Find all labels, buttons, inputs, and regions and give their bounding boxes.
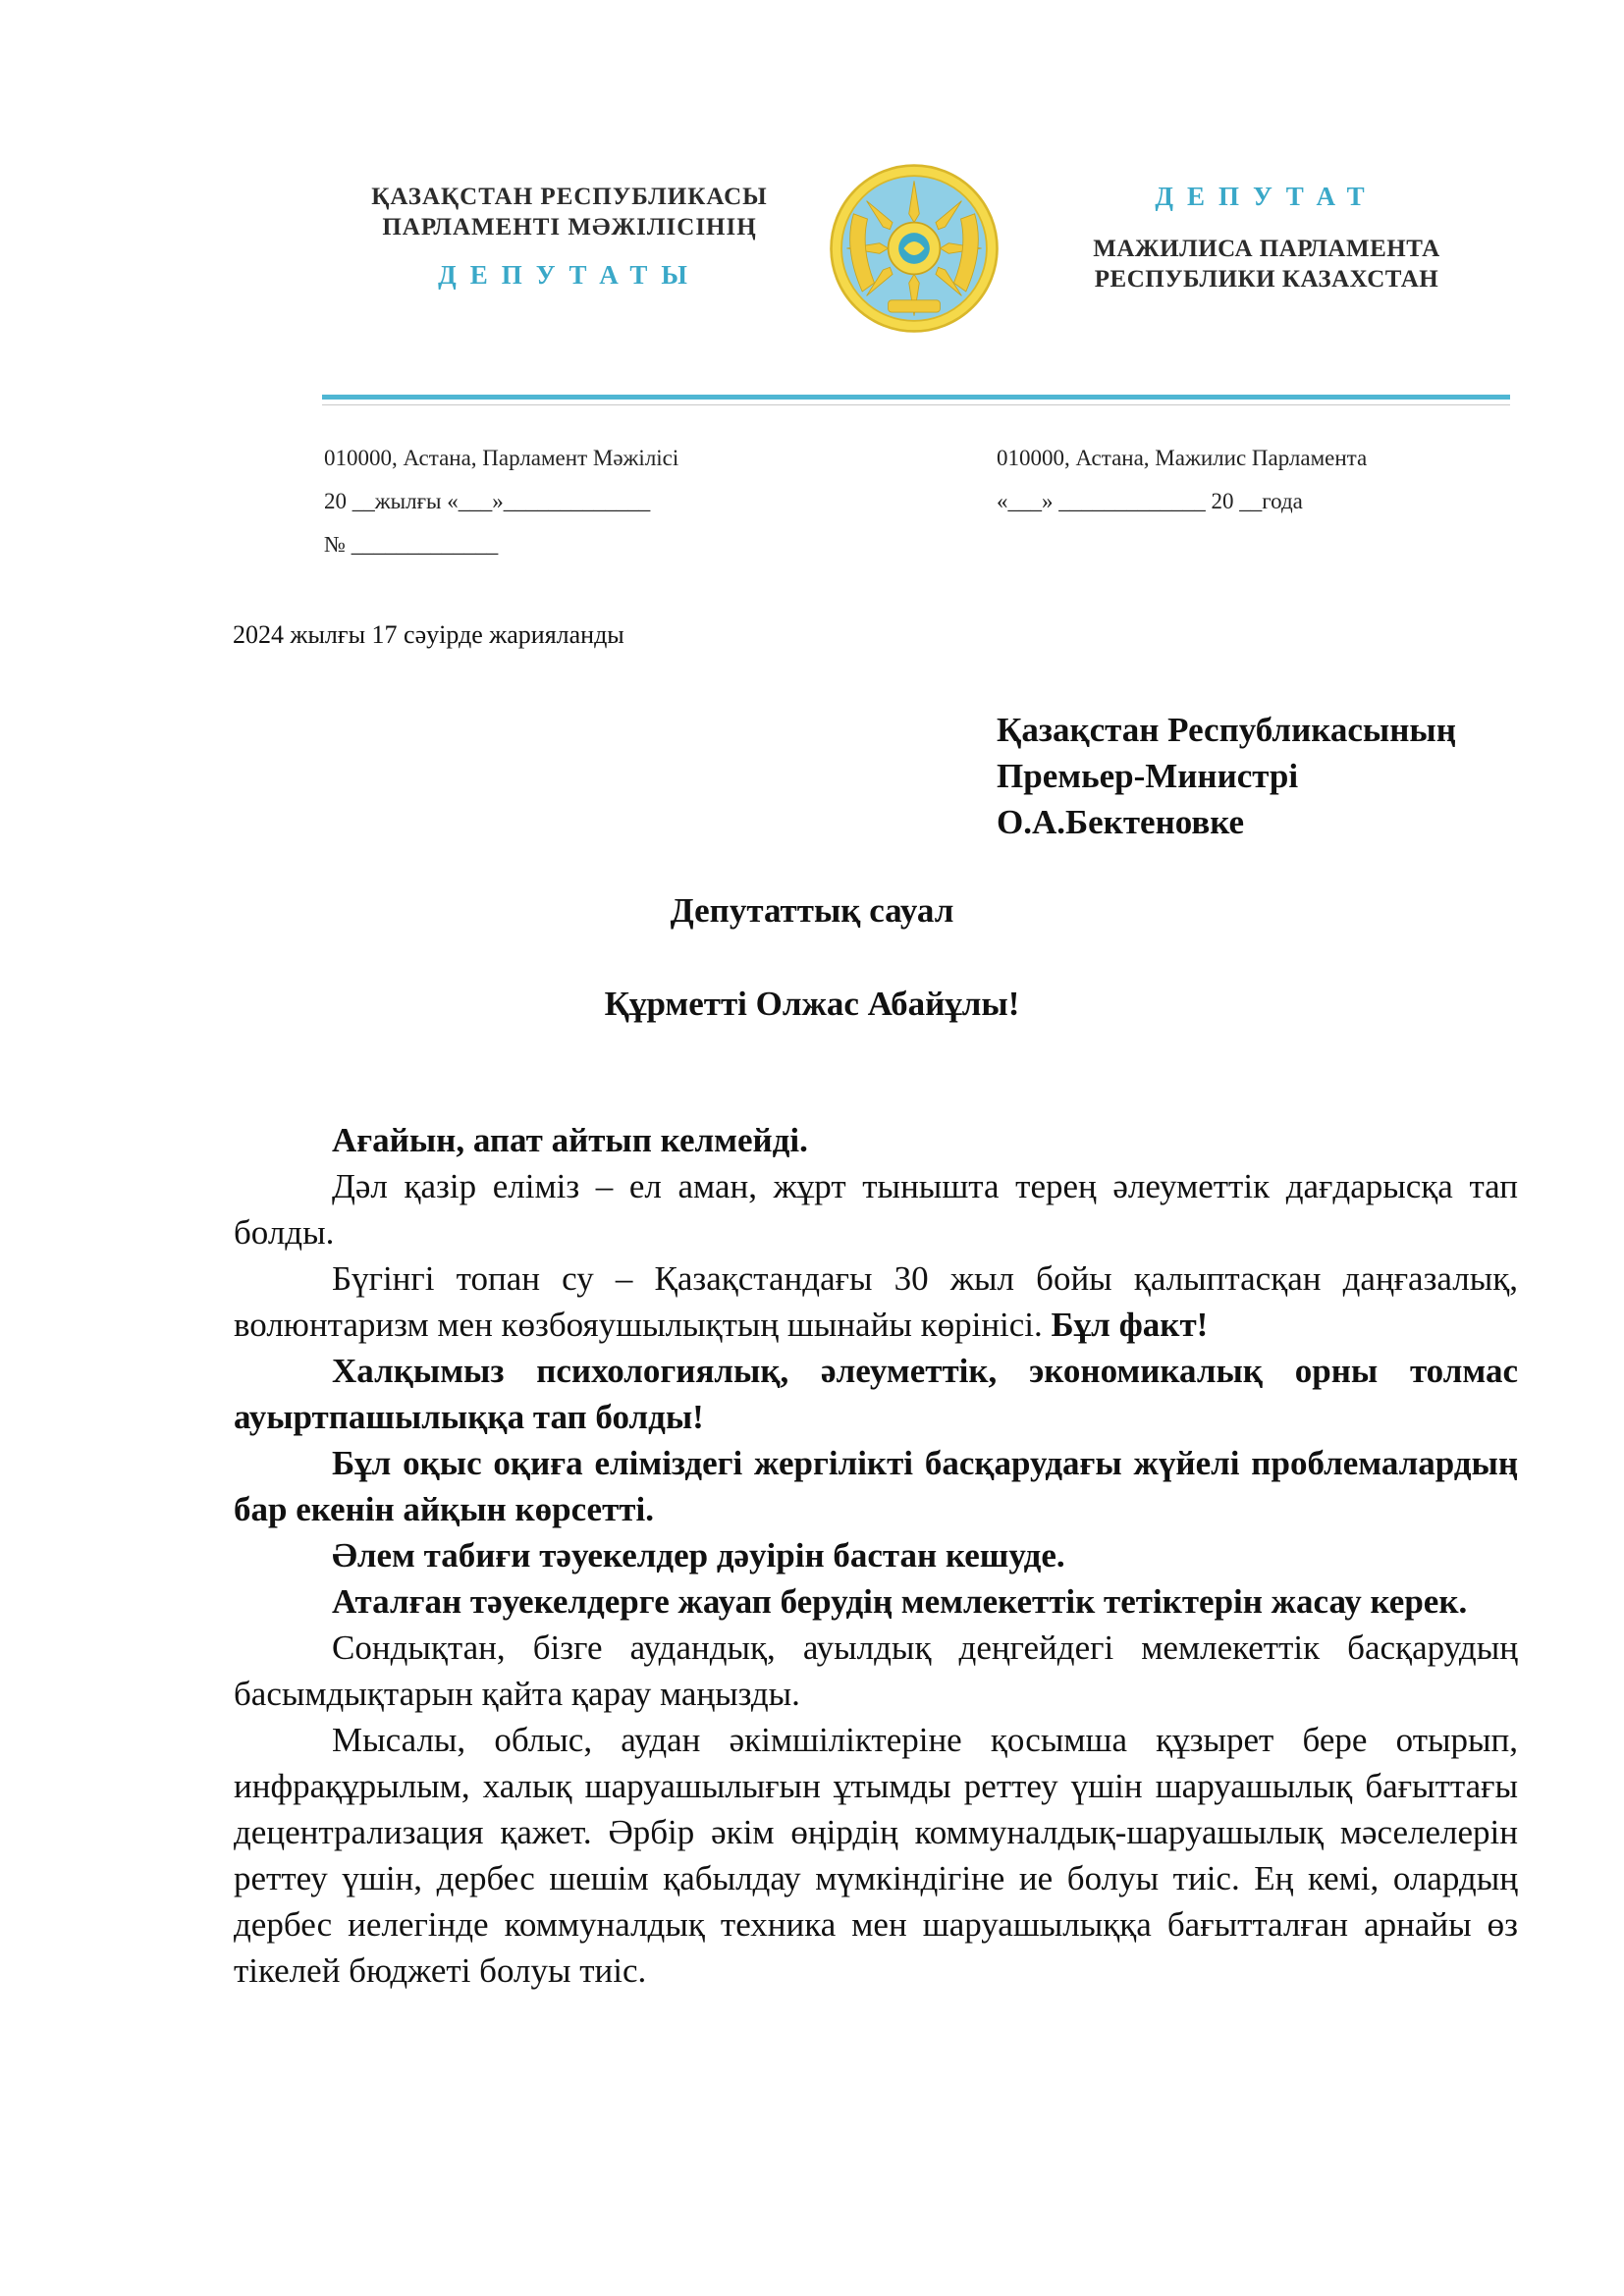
- letterhead-right-deputy: ДЕПУТАТ: [1155, 182, 1379, 211]
- letterhead-left: [344, 182, 795, 291]
- paragraph-3: [234, 1255, 1518, 1348]
- salutation: Құрметті Олжас Абайұлы!: [604, 985, 1020, 1023]
- paragraph-7: Аталған тәуекелдерге жауап берудің мемлекеттік тетіктерін жасау керек.: [332, 1582, 1468, 1621]
- paragraph-4: Халқымыз психологиялық, әлеуметтік, экономикалық орны толмас ауыртпашылыққа тап болды!: [234, 1352, 1518, 1436]
- paragraph-3-text: Бүгінгі топан су – Қазақстандағы 30 жыл бойы қалыптасқан даңғазалық, волюнтаризм мен көзбояушылықтың шынайы көрінісі.: [234, 1259, 1518, 1344]
- addressee-block: [997, 707, 1456, 845]
- addressee-line1: Қазақстан Республикасының: [997, 711, 1456, 749]
- letterhead-right: [1060, 182, 1473, 294]
- addressee-line3: О.А.Бектеновке: [997, 803, 1245, 841]
- paragraph-3-emphasis: Бұл факт!: [1051, 1306, 1209, 1344]
- address-left-line3: № _____________: [324, 532, 499, 557]
- paragraph-8: Сондықтан, бізге аудандық, ауылдық деңгейдегі мемлекеттік басқарудың басымдықтарын қайта қарау маңызды.: [234, 1629, 1518, 1713]
- letterhead-right-line1: МАЖИЛИСА ПАРЛАМЕНТА: [1093, 236, 1440, 262]
- letterhead-divider: [322, 395, 1510, 400]
- letterhead-left-line1: ҚАЗАҚСТАН РЕСПУБЛИКАСЫ: [371, 184, 768, 210]
- paragraph-6: Әлем табиғи тәуекелдер дәуірін бастан кешуде.: [332, 1536, 1065, 1575]
- paragraph-1: Ағайын, апат айтып келмейді.: [332, 1121, 808, 1159]
- published-note: 2024 жылғы 17 сәуірде жарияланды: [233, 620, 624, 649]
- document-title: Депутаттық сауал: [670, 891, 954, 930]
- letterhead-divider-thin: [322, 404, 1510, 405]
- letterhead-left-line2: ПАРЛАМЕНТІ МӘЖІЛІСІНІҢ: [382, 214, 757, 240]
- letterhead-left-deputy: ДЕПУТАТЫ: [438, 260, 701, 290]
- addressee-line2: Премьер-Министрі: [997, 757, 1299, 795]
- address-left-line1: 010000, Астана, Парламент Мәжілісі: [324, 446, 679, 470]
- paragraph-9: Мысалы, облыс, аудан әкімшіліктеріне қосымша құзырет бере отырып, инфрақұрылым, халық шаруашылығын ұтымды реттеу үшін шаруашылық бағыттағы децентрализация қажет. Әрбір әкім өңірдің коммуналдық-шаруашылық мәселелерін реттеу үшін, дербес шешім қабылдау мүмкіндігіне ие болуы тиіс. Ең кемі, олардың дербес иелегінде коммуналдық техника мен шаруашылыққа бағытталған арнайы өз тікелей бюджеті болуы тиіс.: [234, 1721, 1518, 1990]
- address-right: [997, 437, 1367, 523]
- letterhead-right-line2: РЕСПУБЛИКИ КАЗАХСТАН: [1094, 266, 1439, 293]
- address-left: [324, 437, 678, 566]
- state-emblem-icon: [828, 162, 1001, 335]
- address-right-line2: «___» _____________ 20 __года: [997, 489, 1303, 513]
- address-right-line1: 010000, Астана, Мажилис Парламента: [997, 446, 1368, 470]
- paragraph-2: Дәл қазір еліміз – ел аман, жұрт тынышта терең әлеуметтік дағдарысқа тап болды.: [234, 1167, 1518, 1252]
- address-left-line2: 20 __жылғы «___»_____________: [324, 489, 651, 513]
- paragraph-5: Бұл оқыс оқиға еліміздегі жергілікті басқарудағы жүйелі проблемалардың бар екенін айқын көрсетті.: [234, 1444, 1518, 1528]
- letter-body: [234, 1117, 1518, 1994]
